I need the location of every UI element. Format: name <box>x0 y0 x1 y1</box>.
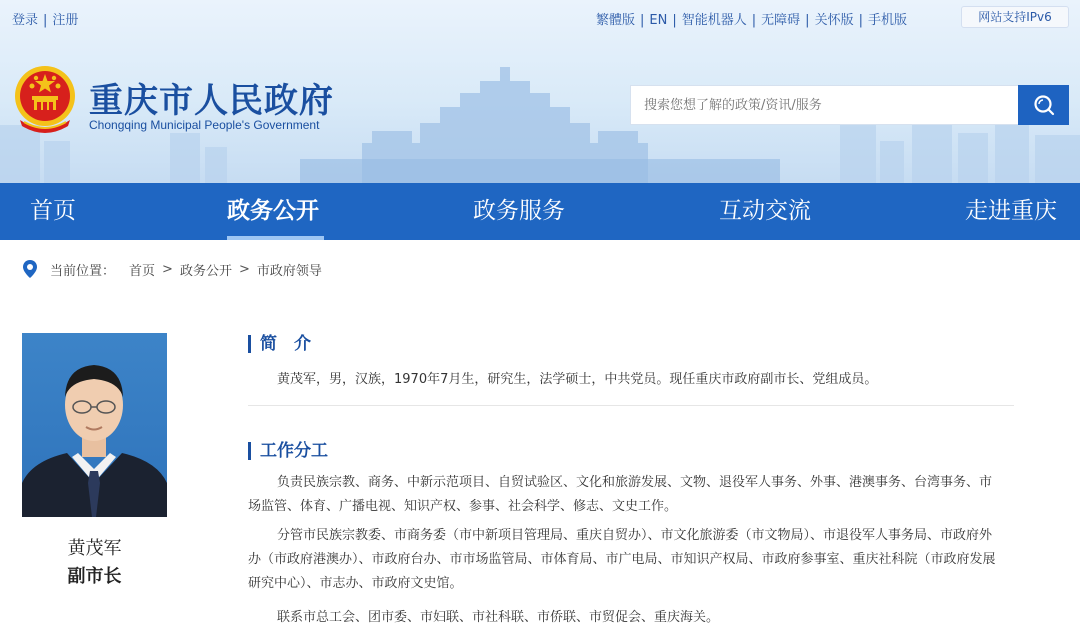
nav-item-home[interactable]: 首页 <box>30 198 76 224</box>
nav-item-interaction[interactable]: 互动交流 <box>719 198 811 224</box>
account-links <box>12 9 78 28</box>
national-emblem-icon[interactable] <box>12 64 78 134</box>
separator: | <box>805 13 810 28</box>
nav-item-about-chongqing[interactable]: 走进重庆 <box>965 198 1057 224</box>
separator: | <box>751 13 757 28</box>
duties-paragraph-responsibilities: 负责民族宗教、商务、中新示范项目、自贸试验区、文化和旅游发展、文物、退役军人事务、外事、港澳事务、台湾事务、市场监管、体育、广播电视、知识产权、参事、社会科学、修志、文史工作。 <box>248 475 993 514</box>
separator: | <box>43 13 48 28</box>
site-subtitle: Chongqing Municipal People's Government <box>89 118 320 132</box>
intro-text: 黄茂军，男，汉族，1970年7月生，研究生，法学硕士，中共党员。现任重庆市政府副市长、党组成员。 <box>277 372 878 387</box>
section-divider <box>248 405 1014 406</box>
breadcrumb <box>22 259 322 281</box>
mobile-link[interactable]: 手机版 <box>867 13 907 28</box>
traditional-chinese-link[interactable]: 繁體版 <box>596 13 636 28</box>
ipv6-badge: 网站支持IPv6 <box>961 6 1069 28</box>
duties-paragraph-liaison: 联系市总工会、团市委、市妇联、市社科联、市侨联、市贸促会、重庆海关。 <box>277 610 720 625</box>
search-box <box>630 85 1018 125</box>
breadcrumb-label: 当前位置： <box>50 263 116 279</box>
site-header <box>0 0 1080 183</box>
top-utility-bar <box>0 0 1080 36</box>
accessibility-link[interactable]: 无障碍 <box>761 13 801 28</box>
robot-link[interactable]: 智能机器人 <box>681 13 747 28</box>
search-input[interactable] <box>631 86 1018 124</box>
active-nav-indicator <box>227 236 324 240</box>
register-link[interactable]: 注册 <box>52 13 79 28</box>
breadcrumb-separator: > <box>238 261 250 277</box>
site-title[interactable]: 重庆市人民政府 <box>89 81 334 121</box>
portrait-photo <box>22 333 167 517</box>
separator: | <box>672 13 677 28</box>
breadcrumb-item-leaders[interactable]: 市政府领导 <box>256 263 322 279</box>
leader-name: 黄茂军 <box>67 538 122 559</box>
breadcrumb-separator: > <box>162 261 173 277</box>
breadcrumb-item-government-affairs[interactable]: 政务公开 <box>179 263 232 279</box>
separator: | <box>640 13 645 28</box>
main-nav <box>0 183 1080 240</box>
location-pin-icon <box>22 259 38 279</box>
leader-title: 副市长 <box>67 566 122 587</box>
leader-portrait <box>22 333 167 517</box>
duties-paragraph-departments: 分管市民族宗教委、市商务委（市中新项目管理局、重庆自贸办）、市文化旅游委（市文物局）、市退役军人事务局、市政府外办（市政府港澳办）、市政府台办、市市场监管局、市体育局、市广电局、市知识产权局、市政府参事室、重庆社科院（市政府发展研究中心）、市志办、市政府文史馆。 <box>248 528 996 591</box>
breadcrumb-item-home[interactable]: 首页 <box>129 263 156 279</box>
search-button[interactable] <box>1018 85 1069 125</box>
english-link[interactable]: EN <box>649 13 668 28</box>
utility-links <box>596 9 907 28</box>
intro-heading: 简 介 <box>248 335 311 353</box>
login-link[interactable]: 登录 <box>12 13 39 28</box>
care-mode-link[interactable]: 关怀版 <box>814 13 854 28</box>
separator: | <box>858 13 863 28</box>
duties-heading: 工作分工 <box>248 442 328 460</box>
nav-item-government-affairs[interactable]: 政务公开 <box>227 198 319 224</box>
nav-item-government-services[interactable]: 政务服务 <box>473 198 565 224</box>
search-icon <box>1033 94 1055 116</box>
